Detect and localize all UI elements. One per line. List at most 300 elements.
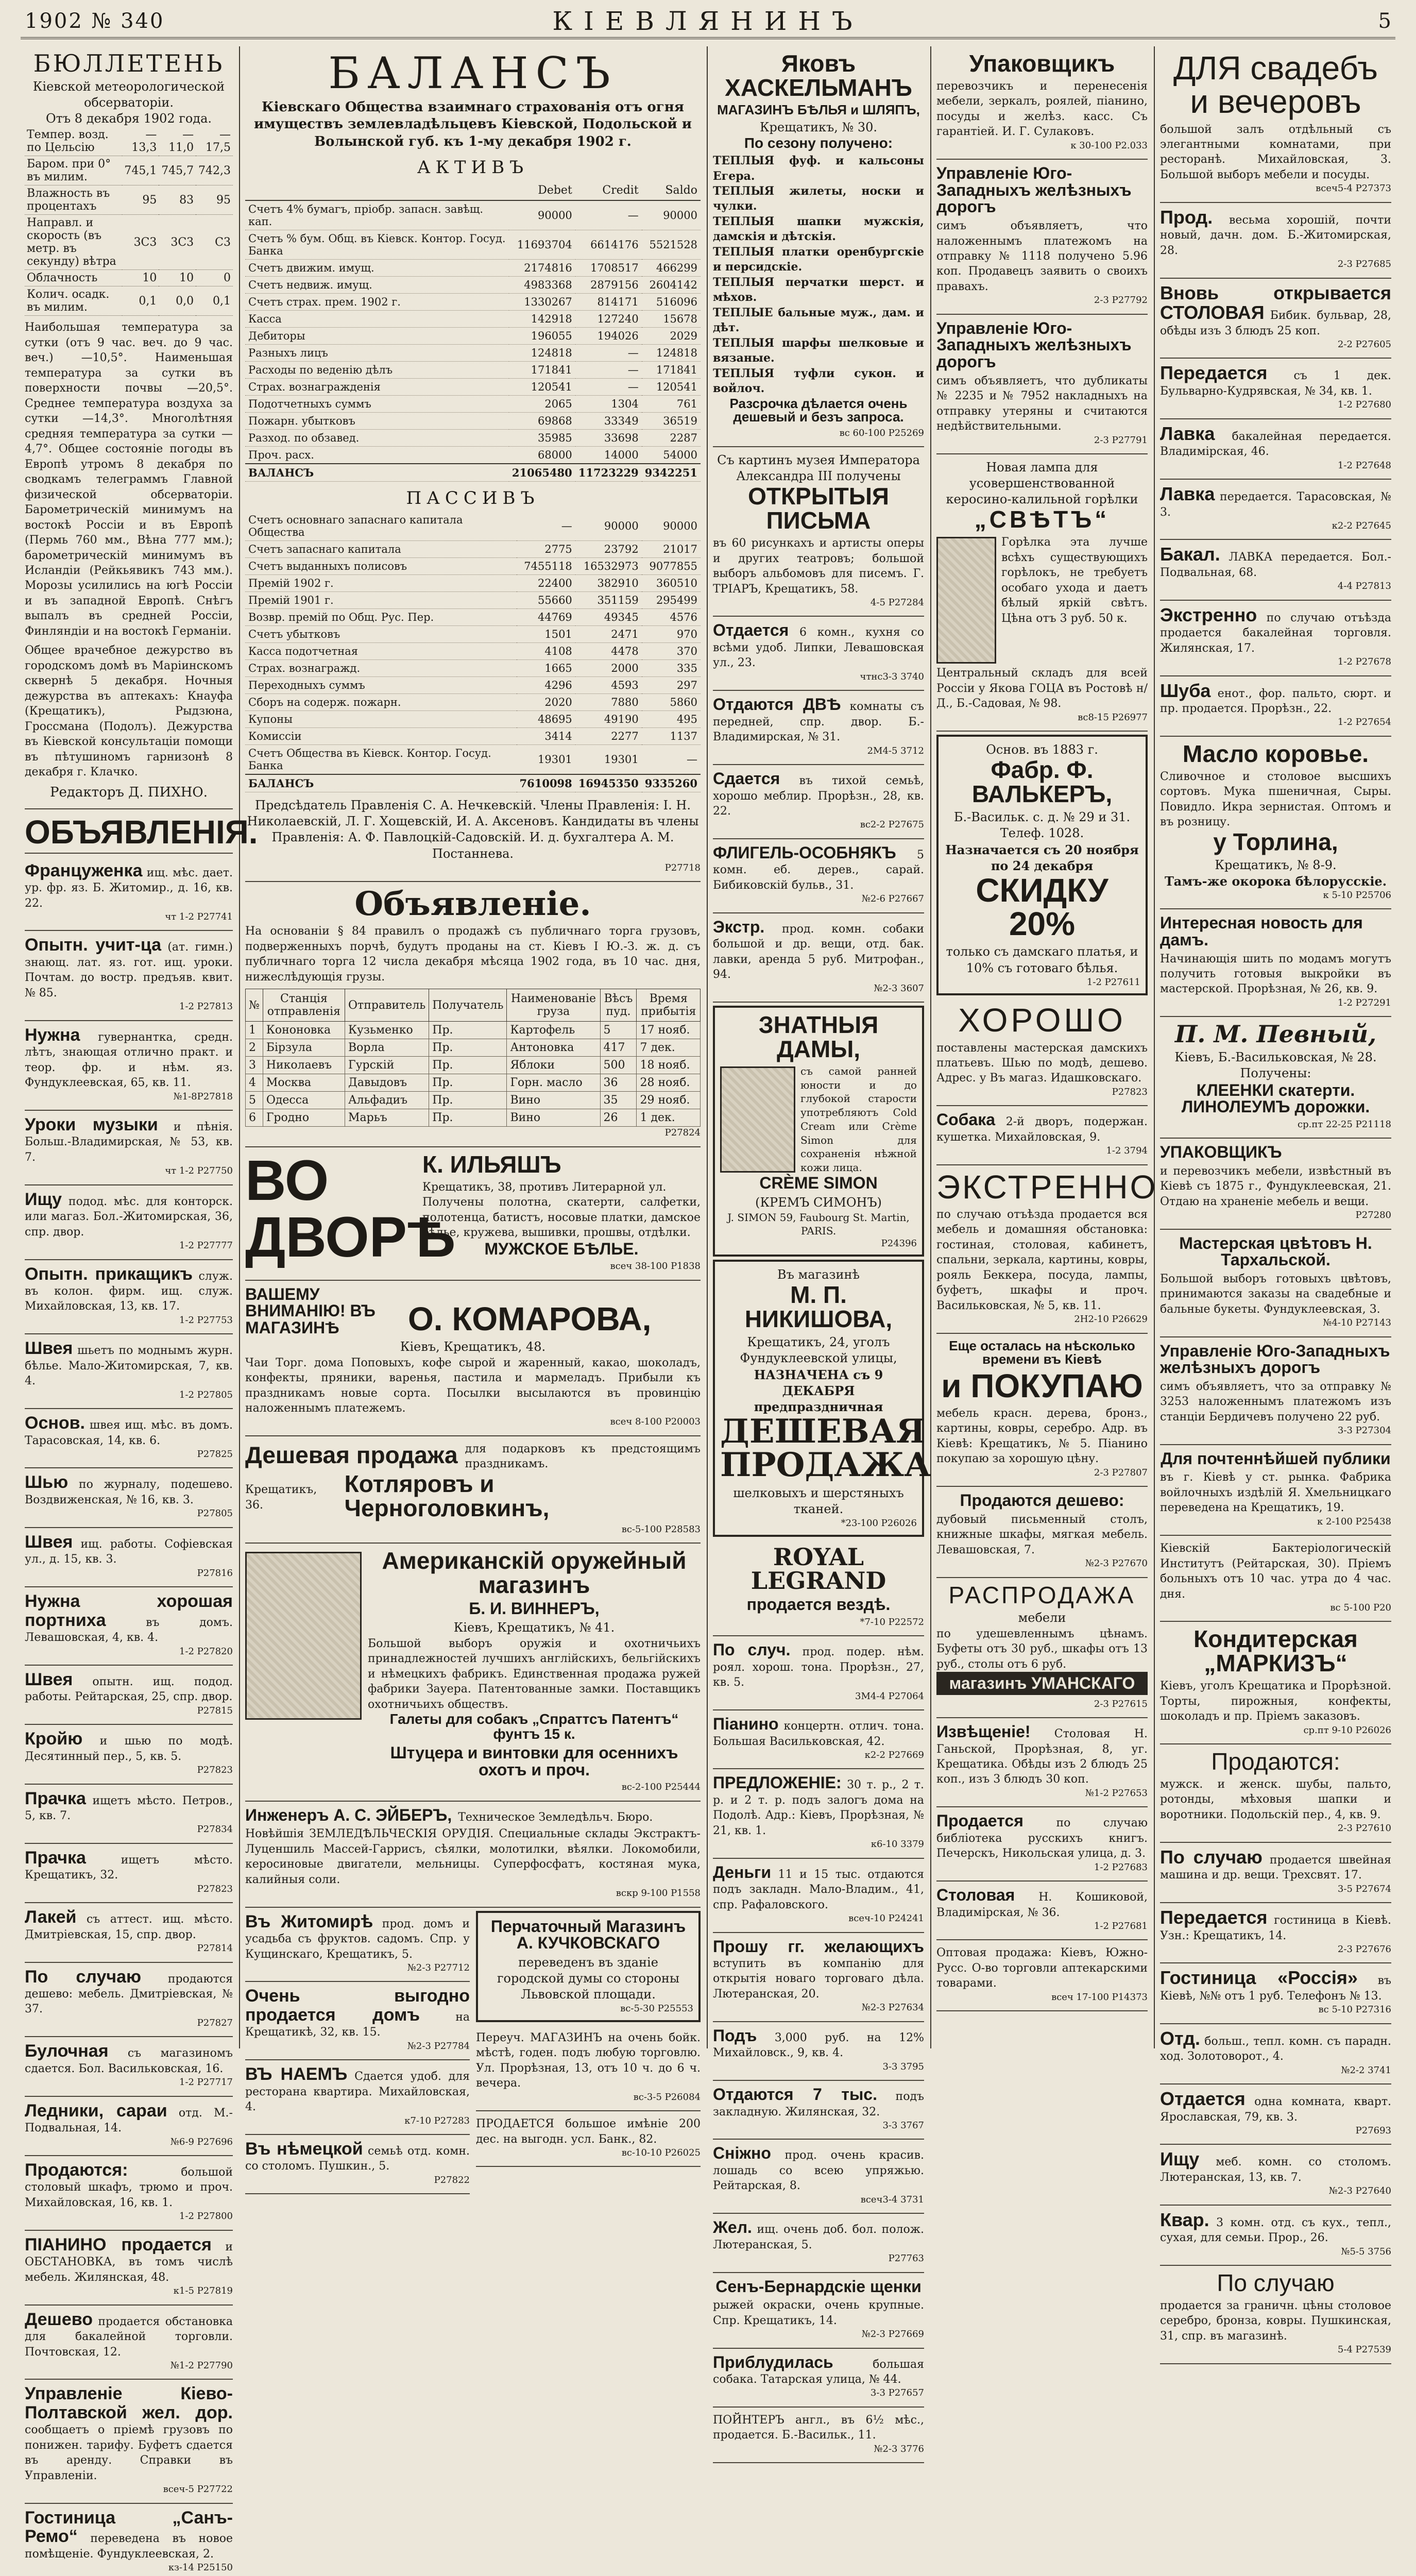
ad-line: [1160, 1848, 1391, 1883]
ad-line: [713, 622, 924, 670]
shipments-table: [245, 989, 701, 1127]
ad-head: Ищу: [1160, 2148, 1200, 2170]
balance-amount: 4108: [517, 643, 575, 660]
svet-lamp-ad: [936, 454, 1148, 732]
classified-ad: [25, 1587, 233, 1666]
ad-head: Опытн. прикащикъ: [25, 1264, 193, 1284]
assets-title: АКТИВЪ: [417, 157, 529, 178]
balance-item: Счетъ основнаго запаснаго капитала Общества: [245, 512, 517, 541]
walker-title: Фабр. Ф. ВАЛЬКЕРЪ,: [971, 756, 1113, 808]
weather-value: 0: [196, 270, 233, 286]
classified-ad: [245, 2135, 470, 2194]
ad-ref: 2-2 Р27605: [1337, 339, 1391, 350]
forsale-ref: 2-3 Р27610: [1337, 1823, 1391, 1834]
weather-row: [25, 270, 233, 286]
shipment-cell: Одесса: [263, 1092, 345, 1109]
clearance-title: РАСПРОДАЖА: [948, 1581, 1136, 1608]
ad-ref: 1-2 Р27805: [179, 1389, 233, 1400]
cheap-sale-ad: [245, 1436, 701, 1544]
buy-ad: [936, 1334, 1148, 1487]
bernard-title: Сенъ-Бернардскіе щенки: [715, 2277, 922, 2296]
balance-amount: 4983368: [509, 277, 575, 294]
haskelman-item: ТЕПЛЫЯ жилеты, носки и чулки.: [713, 184, 924, 213]
walker-discount: СКИДКУ 20%: [976, 871, 1108, 943]
ladies-text: Начинающія шить по модамъ могутъ получить готовыя выкройки въ мастерской. Прорѣзная, № 26, кв. 9.: [1160, 952, 1391, 996]
classified-ad: [25, 931, 233, 1021]
packer-ref: к 30-100 Р2.033: [1070, 140, 1148, 151]
announcements-title: ОБЪЯВЛЕНІЯ.: [25, 809, 233, 853]
engineer-ad: [245, 1802, 701, 1908]
ad-head: Ледники, сараи: [25, 2100, 167, 2121]
weather-value: —11,0: [159, 127, 196, 156]
sw-railway-notice-1: [936, 160, 1148, 315]
balance-row: [245, 512, 701, 541]
ad-ref: Р27693: [1355, 2125, 1391, 2137]
komarov-address: Кіевъ, Крещатикъ, 48.: [400, 1340, 546, 1354]
haskelman-item: ТЕПЛЫЯ перчатки шерст. и мѣхов.: [713, 275, 924, 304]
ad-body: прод. подер. нѣм. роял. хорош. тона. Прорѣзн., 27, кв. 5.: [713, 1646, 924, 1689]
ad-line: [25, 1414, 233, 1448]
balance-amount: 4478: [575, 643, 642, 660]
column-3: [709, 46, 931, 2454]
bact-ref: вс 5-100 Р20: [1330, 1602, 1391, 1614]
shipment-cell: Яблоки: [507, 1057, 600, 1074]
balance-amount: 196055: [509, 328, 575, 345]
svet-ref: вс8-15 Р26977: [1078, 711, 1148, 723]
ad-line: [25, 1730, 233, 1764]
found-body: большая собака. Татарская улица, № 44.: [713, 2358, 924, 2386]
balance-amount: 194026: [575, 328, 642, 345]
clearance-ad: [936, 1578, 1148, 1719]
st-bernard-ad: [713, 2273, 924, 2349]
ad-line: [713, 2027, 924, 2061]
postcards-text: въ 60 рисункахъ и артисты оперы и других театровъ; большой выборъ альбомовъ для писемъ. Г. ТРІАРЪ, Крещатикъ, 58.: [713, 537, 924, 596]
ad-head: Лавка: [1160, 422, 1215, 444]
balance-item: Счетъ выданныхъ полисовъ: [245, 558, 517, 575]
walker-pre: Основ. въ 1883 г.: [986, 742, 1098, 757]
occasion-ad: [1160, 2266, 1391, 2364]
ad-ref: Р27815: [197, 1705, 233, 1716]
balance-item: Разныхъ лицъ: [245, 345, 509, 362]
weather-row: [25, 156, 233, 185]
svet-pre: Новая лампа для усовершенствованной керосино-калильной горѣлки: [946, 460, 1138, 507]
weather-value: 0,0: [159, 286, 196, 316]
pevny-sub: Получены:: [1240, 1066, 1311, 1081]
ad-line: [245, 1987, 470, 2040]
ad-body: семьѣ отд. комн. со столомъ. Пушкин., 5.: [245, 2144, 470, 2173]
wedding-title: ДЛЯ свадебъ и вечеровъ: [1173, 49, 1378, 121]
balance-amount: 2604142: [642, 277, 701, 294]
weather-value: 745,1: [122, 156, 159, 185]
ad-head: По случ.: [713, 1640, 791, 1659]
ad-body: отд. М.-Подвальная, 14.: [25, 2106, 233, 2135]
balance-amount: —: [575, 379, 642, 396]
weather-value: 745,7: [159, 156, 196, 185]
ad-ref: чт 1-2 Р27741: [165, 911, 233, 922]
ad-line: [25, 2161, 233, 2210]
wedding-ad: [1160, 46, 1391, 203]
ad-line: [25, 2236, 233, 2285]
ad-body: ищ. мѣс. дает. ур. фр. яз. Б. Житомир., д. 16, кв. 22.: [25, 866, 233, 910]
haskelman-item: ТЕПЛЫЕ бальные муж., дам. и дѣт.: [713, 306, 924, 335]
ad-line: [1160, 2211, 1391, 2246]
ad-ref: чтнс3-3 3740: [860, 671, 924, 682]
balance-amount: 55660: [517, 592, 575, 609]
classified-ads-list: [25, 857, 233, 2576]
legrand-ref: *7-10 Р22572: [860, 1616, 924, 1628]
balance-row: [245, 745, 701, 775]
balance-amount: 295499: [642, 592, 701, 609]
balance-row: [245, 362, 701, 379]
ad-line: [25, 1908, 233, 1942]
shipment-cell: Марьъ: [345, 1109, 429, 1127]
komarov-name: О. КОМАРОВА,: [408, 1300, 652, 1338]
dames-title: ЗНАТНЫЯ ДАМЫ,: [758, 1011, 879, 1062]
urgent-text: по случаю отъѣзда продается вся мебель и домашняя обстановка: гостиная, столовая, кабинетъ, спальни, зеркала, картины, ковры, рояль Беккера, посуда, лампы, буфетъ, шкафы и проч. Васильковская, № 5, кв. 11.: [936, 1208, 1148, 1312]
classified-ad: [1160, 676, 1391, 737]
ad-body: ищетъ мѣсто. Петров., 5, кв. 7.: [25, 1794, 233, 1823]
balance-amount: 15678: [642, 311, 701, 328]
balance-amount: 761: [642, 396, 701, 413]
ad-head: Прод.: [1160, 206, 1213, 228]
ad-ref: всеч3-4 3731: [860, 2194, 924, 2205]
balance-amount: 2029: [642, 328, 701, 345]
classified-ad: [1160, 359, 1391, 419]
ad-ref: Р27805: [197, 1508, 233, 1519]
engineer-text: Новѣйшія ЗЕМЛЕДѢЛЬЧЕСКІЯ ОРУДІЯ. Специальные склады Экстрактъ-Луценшиль Массей-Гаррисъ, сѣялки, молотилки, вѣялки. Локомобили, керосиновые двигатели, мельницы. Суперфосфатъ, костяная мука, калийныя соли.: [245, 1827, 701, 1886]
ad-body: гостиница в Кіевѣ. Узн.: Крещатикъ, 14.: [1160, 1914, 1391, 1942]
sell-ref: 1-2 Р27683: [1094, 1861, 1148, 1873]
bulletin-notes: Общее врачебное дежурство въ городскомъ домѣ въ Маріинскомъ сквернѣ 5 декабря. Ночныя дежурства въ аптекахъ: Кнауфа (Крещатикъ), Рыдзюна, Гроссмана (Подолъ). Дежурства въ Кіевской консультаціи помощи въ пѣтушиномъ гарнизонѣ 8 декабря г. Клачко.: [25, 644, 233, 779]
shipment-cell: 1 дек.: [637, 1109, 701, 1127]
shipment-cell: 7 дек.: [637, 1039, 701, 1057]
ad-head: Очень выгодно продается домъ: [245, 1986, 470, 2025]
ad-line: [25, 1849, 233, 1883]
packer2-ref: Р27280: [1355, 1210, 1391, 1221]
weather-label: Направл. и скорость (въ метр. въ секунду) вѣтра: [25, 215, 122, 270]
classified-ad: [25, 1725, 233, 1784]
notice-ad: [936, 1718, 1148, 1807]
classified-ad: [1160, 419, 1391, 480]
classified-ad: [245, 2060, 470, 2135]
classified-ad: [713, 1933, 924, 2022]
ad-head: Ищу: [25, 1189, 62, 1209]
flowers-title: Мастерская цвѣтовъ Н. Тархальской.: [1179, 1233, 1372, 1269]
notice-head: Извѣщеніе!: [936, 1722, 1031, 1741]
ad-line: [1160, 682, 1391, 717]
ad-ref: вс 5-10 Р27316: [1318, 2004, 1391, 2015]
ad-ref: №2-6 Р27667: [861, 893, 924, 905]
balance-amount: 90000: [642, 200, 701, 230]
notice-body: Столовая Н. Ганьской, Прорѣзная, 8, уг. Крещатика. Обѣды изъ 2 блюдъ 25 коп., изъ 3 блюдъ 30 коп.: [936, 1727, 1148, 1786]
ad-head: Деньги: [713, 1862, 771, 1882]
relocate-text: Переуч. МАГАЗИНЪ на очень бойк. мѣстѣ, годен. подъ любую торговлю. Ул. Прорѣзная, 13, отъ 10 ч. до 6 ч. вечера.: [476, 2031, 701, 2090]
canteen-ad: [936, 1882, 1148, 1940]
flowers-ad: [1160, 1230, 1391, 1337]
estate-text: ПРОДАЕТСЯ большое имѣніе 200 дес. на выгодн. усл. Банк., 82.: [476, 2117, 701, 2146]
ad-head: Жел.: [713, 2218, 752, 2237]
clearance-text: по удешевленнымъ цѣнамъ. Буфеты отъ 30 руб., шкафы отъ 13 руб., столы отъ 6 руб.: [936, 1627, 1148, 1671]
weather-label: Колич. осадк. въ милим.: [25, 286, 122, 316]
svet-text: Горѣлка эта лучше всѣхъ существующихъ горѣлокъ, не требуетъ особаго ухода и даетъ бѣлый яркій свѣтъ. Цѣна отъ 3 руб. 50 к.: [1001, 536, 1148, 625]
ad-line: [1160, 1969, 1391, 2004]
ad-body: бакалейная передается. Владимірская, 46.: [1160, 430, 1392, 459]
balance-col-header: [245, 181, 509, 200]
page-number: 5: [1378, 9, 1391, 33]
balance-amount: 814171: [575, 294, 642, 311]
newspaper-title: КІЕВЛЯНИНЪ: [552, 6, 864, 36]
balance-amount: 466299: [642, 260, 701, 277]
ad-head: ВЪ НАЕМЪ: [245, 2064, 348, 2084]
ad-body: прод. домъ и усадьба съ фруктов. садомъ. Спр. у Кущинскаго, Крещатикъ, 5.: [245, 1917, 470, 1961]
ad-head: Передается: [1160, 362, 1268, 384]
ad-ref: 3-3 3795: [882, 2061, 924, 2072]
balance-amount: 120541: [642, 379, 701, 396]
balance-amount: 495: [642, 711, 701, 728]
ad-ref: 1-2 Р27654: [1337, 717, 1391, 728]
bulletin-title: БЮЛЛЕТЕНЬ: [33, 49, 225, 77]
ad-ref: 2-3 Р27685: [1337, 259, 1391, 270]
cheap2-title: Продаются дешево:: [960, 1491, 1124, 1510]
ad-body: больш., тепл. комн. съ парадн. ход. Золотоворот., 4.: [1160, 2035, 1391, 2063]
ad-head: Сдается: [713, 769, 780, 788]
classified-ad: [245, 1982, 470, 2060]
engineer-sub: Техническое Земледѣльч. Бюро.: [458, 1810, 653, 1824]
walker-text: только съ дамскаго платья, и 10% съ готоваго бѣлья.: [946, 944, 1138, 975]
ad-line: [713, 919, 924, 982]
balance-amount: 171841: [642, 362, 701, 379]
ad-head: Француженка: [25, 860, 143, 880]
ad-body: съ 1 дек. Бульварно-Кудрявская, № 34, кв. 1.: [1160, 369, 1391, 398]
ad-line: [713, 1774, 924, 1838]
walker-address: Б.-Васильк. с. д. № 29 и 31. Телеф. 1028.: [953, 810, 1131, 841]
balance-item: Подотчетныхъ суммъ: [245, 396, 509, 413]
balance-row: [245, 575, 701, 592]
ad-body: ищ. очень доб. бол. полож. Лютеранская, 5.: [713, 2223, 924, 2251]
weather-value: 10: [122, 270, 159, 286]
shipment-col-header: Получатель: [429, 989, 507, 1022]
balance-amount: 2471: [575, 626, 642, 643]
small-ads-block-1: [1160, 203, 1391, 737]
ad-line: [25, 1026, 233, 1091]
forsale-title: Продаются:: [1211, 1748, 1340, 1775]
ad-body: комнаты съ передней, спр. двор. Б.-Владимирская, № 31.: [713, 700, 924, 744]
ad-head: Сніжно: [713, 2144, 771, 2163]
column-5: [1156, 46, 1395, 2355]
balance-amount: —: [575, 200, 642, 230]
ad-body: на Крещатикѣ, 32, кв. 15.: [245, 2010, 470, 2039]
classified-ad: [713, 1769, 924, 1858]
shipment-cell: Пр.: [429, 1074, 507, 1092]
shipment-cell: Гродно: [263, 1109, 345, 1127]
ad-line: [713, 2219, 924, 2252]
canteen-body: Н. Кошиковой, Владимірская, № 36.: [936, 1891, 1148, 1919]
wedding-ref: всеч5-4 Р27373: [1316, 183, 1391, 194]
ad-ref: к2-2 Р27669: [864, 1750, 924, 1761]
ad-head: Передается: [1160, 1907, 1268, 1928]
weather-row: [25, 127, 233, 156]
column-1: [21, 46, 258, 2573]
weather-label: Темпер. возд. по Цельсію: [25, 127, 122, 156]
balance-item: Возвр. премій по Общ. Рус. Пер.: [245, 609, 517, 626]
weather-row: [25, 215, 233, 270]
balance-amount: 3414: [517, 728, 575, 745]
balance-item: Счетъ убытковъ: [245, 626, 517, 643]
balance-row: [245, 541, 701, 558]
weather-label: Баром. при 0° въ милим.: [25, 156, 122, 185]
classified-ad: [1160, 480, 1391, 540]
classified-ad: [1160, 1843, 1391, 1903]
ad-body: одна комната, кварт. Ярославская, 79, кв. 3.: [1160, 2095, 1391, 2124]
shipment-row: [246, 1092, 701, 1109]
balance-amount: 44769: [517, 609, 575, 626]
classified-ad: [713, 1859, 924, 1933]
ad-body: подъ закладную. Жилянская, 32.: [713, 2090, 924, 2119]
sell-head: Продается: [936, 1811, 1023, 1831]
column-rule: [930, 46, 931, 2048]
balance-amount: 2020: [517, 694, 575, 711]
balance-amount: 1137: [642, 728, 701, 745]
cheap2-ref: №2-3 Р27670: [1085, 1558, 1148, 1569]
public-title: Для почтеннѣйшей публики: [1161, 1449, 1391, 1468]
flowers-text: Большой выборъ готовыхъ цвѣтовъ, принимаются заказы на свадебные и бальные букеты. Фундуклеевская, 3.: [1160, 1272, 1391, 1316]
ad-ref: всеч-10 Р24241: [848, 1913, 924, 1924]
weather-value: 0,1: [196, 286, 233, 316]
sw-railway-notice-3: [1160, 1337, 1391, 1445]
liabilities-title: ПАССИВЪ: [406, 488, 540, 509]
ad-body: Сдается удоб. для ресторана квартира. Михайловская, 4.: [245, 2070, 470, 2114]
balance-amount: 2000: [575, 660, 642, 677]
ad-body: 5 комн. еб. дерев., сарай. Бибиковскій бульв., 31.: [713, 848, 924, 892]
ad-body: швея ищ. мѣс. въ домъ. Тарасовская, 14, кв. 6.: [25, 1419, 233, 1447]
classified-ad: [25, 2156, 233, 2231]
masthead: [21, 5, 1395, 39]
nikishova-big: ДЕШЕВАЯ ПРОДАЖА: [720, 1412, 931, 1485]
balance-total-row: [245, 464, 701, 482]
balance-total-amount: 9335260: [642, 774, 701, 792]
confect-ref: ср.пт 9-10 Р26026: [1303, 1724, 1391, 1736]
ad-head: Шью: [25, 1472, 69, 1493]
forsale-text: мужск. и женск. шубы, пальто, ротонды, мѣховыя шапки и воротники. Подольскій пер., 4, кв. 9.: [1160, 1777, 1391, 1821]
balance-row: [245, 447, 701, 464]
balance-amount: 90000: [509, 200, 575, 230]
public-text: въ г. Кіевѣ у ст. рынка. Фабрика войлочныхъ издѣлій Я. Хмельницкаго переведена на Крещатикъ, 19.: [1160, 1471, 1391, 1515]
railway-sale-notice: [245, 882, 701, 1147]
classified-ad: [1160, 203, 1391, 279]
ad-head: Въ Житомирѣ: [245, 1911, 373, 1931]
ad-ref: 1-2 Р27800: [179, 2211, 233, 2222]
gun-ref: вс-2-100 Р25444: [621, 1782, 701, 1793]
ad-line: [25, 936, 233, 1001]
postcards-ref: 4-5 Р27284: [870, 597, 924, 608]
balance-row: [245, 413, 701, 430]
estate-ref: вс-10-10 Р26025: [621, 2147, 701, 2158]
occasion-title: По случаю: [1217, 2269, 1335, 2297]
found-ref: 3-3 Р27657: [870, 2387, 924, 2399]
notice-title: Объявленіе.: [354, 885, 591, 924]
sw1-title: Управленіе Юго-Западныхъ желѣзныхъ дорогъ: [936, 164, 1132, 216]
postcards-title: ОТКРЫТЫЯ ПИСЬМА: [748, 483, 889, 534]
ad-ref: 2-3 Р27676: [1337, 1944, 1391, 1955]
balance-row: [245, 643, 701, 660]
balance-amount: 171841: [509, 362, 575, 379]
classified-ad: [25, 2306, 233, 2380]
editor-line: Редакторъ Д. ПИХНО.: [50, 784, 208, 800]
balance-row: [245, 711, 701, 728]
balance-row: [245, 200, 701, 230]
ad-line: [713, 1716, 924, 1749]
balance-amount: 5521528: [642, 230, 701, 260]
balance-item: Дебиторы: [245, 328, 509, 345]
balance-amount: 120541: [509, 379, 575, 396]
dog-ref: 1-2 3794: [1106, 1145, 1148, 1157]
cheap-ref: вс-5-100 Р28583: [621, 1523, 701, 1535]
public-ad: [1160, 1445, 1391, 1536]
clearance-ref: 2-3 Р27615: [1094, 1698, 1148, 1709]
balance-total-amount: 21065480: [509, 464, 575, 482]
balance-amount: —: [575, 362, 642, 379]
confect-text: Кіевъ, уголъ Крещатика и Прорѣзной. Торты, пирожныя, конфекты, шоколадъ и пр. Пріемъ заказовъ.: [1160, 1680, 1391, 1723]
small-ads-block-2: [713, 1636, 924, 2273]
shipment-cell: Горн. масло: [507, 1074, 600, 1092]
ad-head: По случаю: [25, 1967, 142, 1987]
classified-ad: [25, 1528, 233, 1587]
balance-total-amount: 16945350: [575, 774, 642, 792]
haskelman-address: Крещатикъ, № 30.: [759, 120, 878, 135]
small-ads-right: [476, 1908, 701, 2195]
balance-amount: 49190: [575, 711, 642, 728]
komarov-ref: всеч 8-100 Р20003: [610, 1416, 701, 1428]
ad-head: Булочная: [25, 2041, 109, 2061]
sw2-ref: 2-3 Р27791: [1094, 434, 1148, 446]
issue-number: 1902 № 340: [25, 9, 165, 33]
gun-address: Кіевъ, Крещатикъ, № 41.: [453, 1620, 615, 1635]
nikishova-pre: Въ магазинѣ: [777, 1267, 860, 1282]
walker-ad: [936, 735, 1148, 995]
ad-body: меб. комн. со столомъ. Лютеранская, 13, кв. 7.: [1160, 2156, 1391, 2184]
ad-line: [1160, 284, 1391, 338]
ad-line: [25, 2102, 233, 2136]
nikishova-ad: [713, 1260, 931, 1536]
nikishova-tail: шелковыхъ и шерстяныхъ тканей.: [733, 1485, 904, 1516]
balance-amount: 69868: [509, 413, 575, 430]
public-ref: к 2-100 Р25438: [1317, 1516, 1391, 1527]
estate-sale-ad: [476, 2111, 701, 2167]
balance-amount: 127240: [575, 311, 642, 328]
ad-ref: 1-2 Р27753: [179, 1314, 233, 1326]
urgent-ad: [936, 1165, 1158, 1334]
ad-body: 3,000 руб. на 12% Михайловск., 9, кв. 4.: [713, 2031, 924, 2060]
shipment-cell: 28 нояб.: [637, 1074, 701, 1092]
weather-value: С3: [196, 215, 233, 270]
weather-value: 95: [196, 185, 233, 215]
balance-amount: 19301: [517, 745, 575, 775]
balance-total-label: БАЛАНСЪ: [245, 774, 517, 792]
ad-ref: 3-3 3767: [882, 2120, 924, 2131]
shipment-col-header: Наименованіе груза: [507, 989, 600, 1022]
pointer-ref: №2-3 3776: [874, 2443, 924, 2454]
bact-text: Кіевскій Бактеріологическій Институтъ (Рейтарская, 30). Пріемъ больныхъ отъ 10 час. утра до 4 час. дня.: [1160, 1542, 1391, 1601]
ad-line: [25, 1116, 233, 1165]
ad-line: [25, 1340, 233, 1388]
good-title: ХОРОШО: [958, 1002, 1126, 1039]
butter-shop: у Торлина,: [1213, 828, 1338, 855]
ad-line: [25, 2509, 233, 2562]
ad-body: (ат. гимн.) знающ. лат. яз. гот. ищ. уроки. Почтам. до востр. предъяв. квит. № 85.: [25, 941, 233, 999]
balance-amount: 970: [642, 626, 701, 643]
shipment-cell: 2: [246, 1039, 263, 1057]
buy-pre: Еще осталась на нѣсколько времени въ Кіевѣ: [949, 1337, 1135, 1367]
